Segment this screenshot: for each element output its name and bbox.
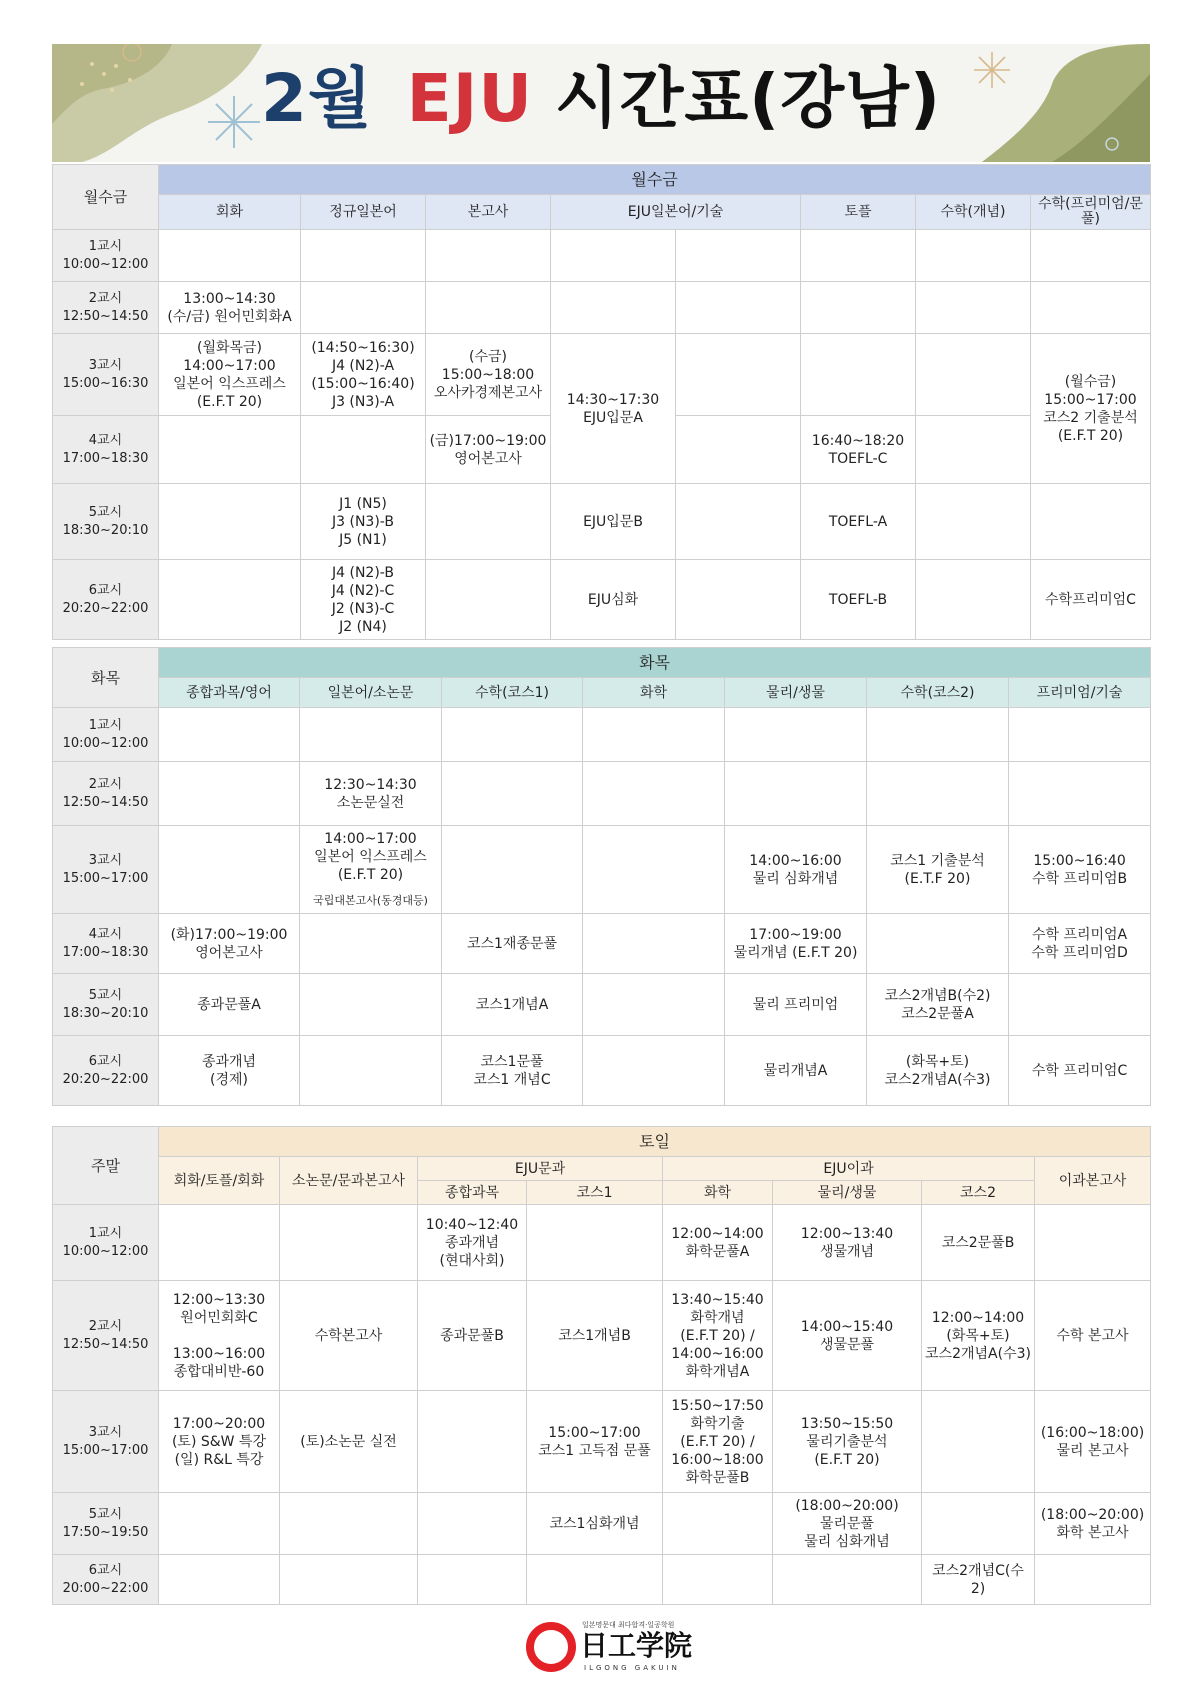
class-cell: 12:00~13:40 생물개념 — [773, 1205, 922, 1281]
class-cell: (16:00~18:00) 물리 본고사 — [1035, 1391, 1151, 1493]
period-label: 6교시 20:20~22:00 — [53, 560, 159, 640]
subject-header: 회화 — [159, 195, 301, 230]
class-cell: 16:40~18:20 TOEFL-C — [801, 416, 916, 484]
period-label: 6교시 20:00~22:00 — [53, 1555, 159, 1605]
class-cell: (화)17:00~19:00 영어본고사 — [159, 914, 300, 974]
title-eju: EJU — [406, 60, 533, 137]
period-label: 1교시 10:00~12:00 — [53, 230, 159, 282]
class-cell: (수금) 15:00~18:00 오사카경제본고사 — [426, 334, 551, 416]
subject-header: 수학(코스1) — [442, 678, 583, 708]
subject-header: 이과본고사 — [1035, 1157, 1151, 1205]
subject-header: 수학(코스2) — [867, 678, 1009, 708]
class-cell: 물리개념A — [725, 1036, 867, 1106]
class-cell: 코스1심화개념 — [527, 1493, 663, 1555]
class-cell: (18:00~20:00) 화학 본고사 — [1035, 1493, 1151, 1555]
class-cell: EJU입문B — [551, 484, 676, 560]
subject-header: 코스1 — [527, 1181, 663, 1205]
corner-label: 월수금 — [53, 165, 159, 230]
class-cell: 13:00~14:30 (수/금) 원어민회화A — [159, 282, 301, 334]
class-cell: 코스1개념B — [527, 1281, 663, 1391]
class-cell: 코스2개념B(수2) 코스2문풀A — [867, 974, 1009, 1036]
subject-header: EJU일본어/기술 — [551, 195, 801, 230]
subject-header: 정규일본어 — [301, 195, 426, 230]
class-cell: J4 (N2)-B J4 (N2)-C J2 (N3)-C J2 (N4) — [301, 560, 426, 640]
subject-header: 물리/생물 — [773, 1181, 922, 1205]
class-cell: 코스1개념A — [442, 974, 583, 1036]
class-cell: 13:50~15:50 물리기출분석 (E.F.T 20) — [773, 1391, 922, 1493]
subject-header: 물리/생물 — [725, 678, 867, 708]
class-cell: 코스2문풀B — [922, 1205, 1035, 1281]
class-cell: (토)소논문 실전 — [280, 1391, 418, 1493]
class-cell: 15:00~17:00 코스1 고득점 문풀 — [527, 1391, 663, 1493]
class-cell: 14:30~17:30 EJU입문A — [551, 334, 676, 484]
class-cell: TOEFL-B — [801, 560, 916, 640]
logo-english: ILGONG GAKUIN — [584, 1664, 680, 1672]
logo-text: 日工学院 — [580, 1629, 693, 1662]
logo-tagline: 일본명문대 최다합격·일공학원 — [582, 1621, 675, 1629]
class-cell: 수학본고사 — [280, 1281, 418, 1391]
class-cell: J1 (N5) J3 (N3)-B J5 (N1) — [301, 484, 426, 560]
class-cell: 물리 프리미엄 — [725, 974, 867, 1036]
class-cell: 14:00~16:00 물리 심화개념 — [725, 826, 867, 914]
subject-header: 코스2 — [922, 1181, 1035, 1205]
subject-header: 프리미엄/기술 — [1009, 678, 1151, 708]
class-cell: 15:00~16:40 수학 프리미엄B — [1009, 826, 1151, 914]
class-cell: 종과문풀B — [418, 1281, 527, 1391]
subject-header: 소논문/문과본고사 — [280, 1157, 418, 1205]
period-label: 2교시 12:50~14:50 — [53, 282, 159, 334]
title-month: 2월 — [260, 60, 373, 137]
logo-circle-icon — [526, 1622, 576, 1672]
period-label: 3교시 15:00~16:30 — [53, 334, 159, 416]
class-cell: 코스1 기출분석 (E.T.F 20) — [867, 826, 1009, 914]
class-cell: 12:00~14:00 화학문풀A — [663, 1205, 773, 1281]
page-title — [52, 54, 1150, 144]
group-subheader: EJU문과 — [418, 1157, 663, 1181]
period-label: 1교시 10:00~12:00 — [53, 1205, 159, 1281]
class-cell: 코스2개념C(수2) — [922, 1555, 1035, 1605]
class-cell: EJU심화 — [551, 560, 676, 640]
class-cell: 15:50~17:50 화학기출 (E.F.T 20) / 16:00~18:00 화학문풀B — [663, 1391, 773, 1493]
footer-logo — [0, 1620, 1200, 1680]
schedule-table-weekend — [52, 1126, 1151, 1605]
class-cell: 수학 본고사 — [1035, 1281, 1151, 1391]
period-label: 3교시 15:00~17:00 — [53, 1391, 159, 1493]
class-cell: (화목+토) 코스2개념A(수3) — [867, 1036, 1009, 1106]
corner-label: 주말 — [53, 1127, 159, 1205]
period-label: 2교시 12:50~14:50 — [53, 1281, 159, 1391]
group-header: 월수금 — [159, 165, 1151, 195]
class-cell: 수학 프리미엄C — [1009, 1036, 1151, 1106]
class-cell: TOEFL-A — [801, 484, 916, 560]
group-subheader: EJU이과 — [663, 1157, 1035, 1181]
period-label: 6교시 20:20~22:00 — [53, 1036, 159, 1106]
class-cell — [300, 826, 442, 914]
class-cell: 14:00~15:40 생물문풀 — [773, 1281, 922, 1391]
period-label: 4교시 17:00~18:30 — [53, 914, 159, 974]
class-cell: 수학 프리미엄A 수학 프리미엄D — [1009, 914, 1151, 974]
period-label: 3교시 15:00~17:00 — [53, 826, 159, 914]
class-cell: 수학프리미엄C — [1031, 560, 1151, 640]
subject-header: 본고사 — [426, 195, 551, 230]
schedule-table-mwf — [52, 164, 1151, 640]
subject-header: 화학 — [663, 1181, 773, 1205]
class-cell: 종과개념 (경제) — [159, 1036, 300, 1106]
class-cell-note: 국립대본고사(동경대등) — [313, 893, 428, 907]
subject-header: 수학(프리미엄/문풀) — [1031, 195, 1151, 230]
period-label: 5교시 17:50~19:50 — [53, 1493, 159, 1555]
class-cell: (금)17:00~19:00 영어본고사 — [426, 416, 551, 484]
class-cell: 종과문풀A — [159, 974, 300, 1036]
class-cell: (월화목금) 14:00~17:00 일본어 익스프레스 (E.F.T 20) — [159, 334, 301, 416]
class-cell: 17:00~19:00 물리개념 (E.F.T 20) — [725, 914, 867, 974]
schedule-table-tt — [52, 647, 1151, 1106]
subject-header: 회화/토플/회화 — [159, 1157, 280, 1205]
class-cell: 코스1재종문풀 — [442, 914, 583, 974]
subject-header: 종합과목 — [418, 1181, 527, 1205]
class-cell: 12:00~14:00 (화목+토) 코스2개념A(수3) — [922, 1281, 1035, 1391]
corner-label: 화목 — [53, 648, 159, 708]
period-label: 5교시 18:30~20:10 — [53, 484, 159, 560]
class-cell: 13:40~15:40 화학개념 (E.F.T 20) / 14:00~16:00 화학개념A — [663, 1281, 773, 1391]
period-label: 4교시 17:00~18:30 — [53, 416, 159, 484]
class-cell-main: 14:00~17:00 일본어 익스프레스 (E.F.T 20) — [314, 830, 427, 883]
group-header: 토일 — [159, 1127, 1151, 1157]
class-cell: (18:00~20:00) 물리문풀 물리 심화개념 — [773, 1493, 922, 1555]
class-cell: 10:40~12:40 종과개념 (현대사회) — [418, 1205, 527, 1281]
class-cell: 17:00~20:00 (토) S&W 특강 (일) R&L 특강 — [159, 1391, 280, 1493]
subject-header: 종합과목/영어 — [159, 678, 300, 708]
class-cell: 12:00~13:30 원어민회화C 13:00~16:00 종합대비반-60 — [159, 1281, 280, 1391]
class-cell: 코스1문풀 코스1 개념C — [442, 1036, 583, 1106]
subject-header: 일본어/소논문 — [300, 678, 442, 708]
subject-header: 수학(개념) — [916, 195, 1031, 230]
subject-header: 화학 — [583, 678, 725, 708]
subject-header: 토플 — [801, 195, 916, 230]
class-cell: (14:50~16:30) J4 (N2)-A (15:00~16:40) J3 (N3)-A — [301, 334, 426, 416]
title-rest: 시간표(강남) — [554, 60, 942, 137]
class-cell: (월수금) 15:00~17:00 코스2 기출분석 (E.F.T 20) — [1031, 334, 1151, 484]
class-cell: 12:30~14:30 소논문실전 — [300, 762, 442, 826]
period-label: 1교시 10:00~12:00 — [53, 708, 159, 762]
period-label: 5교시 18:30~20:10 — [53, 974, 159, 1036]
page-header — [52, 44, 1150, 162]
period-label: 2교시 12:50~14:50 — [53, 762, 159, 826]
group-header: 화목 — [159, 648, 1151, 678]
